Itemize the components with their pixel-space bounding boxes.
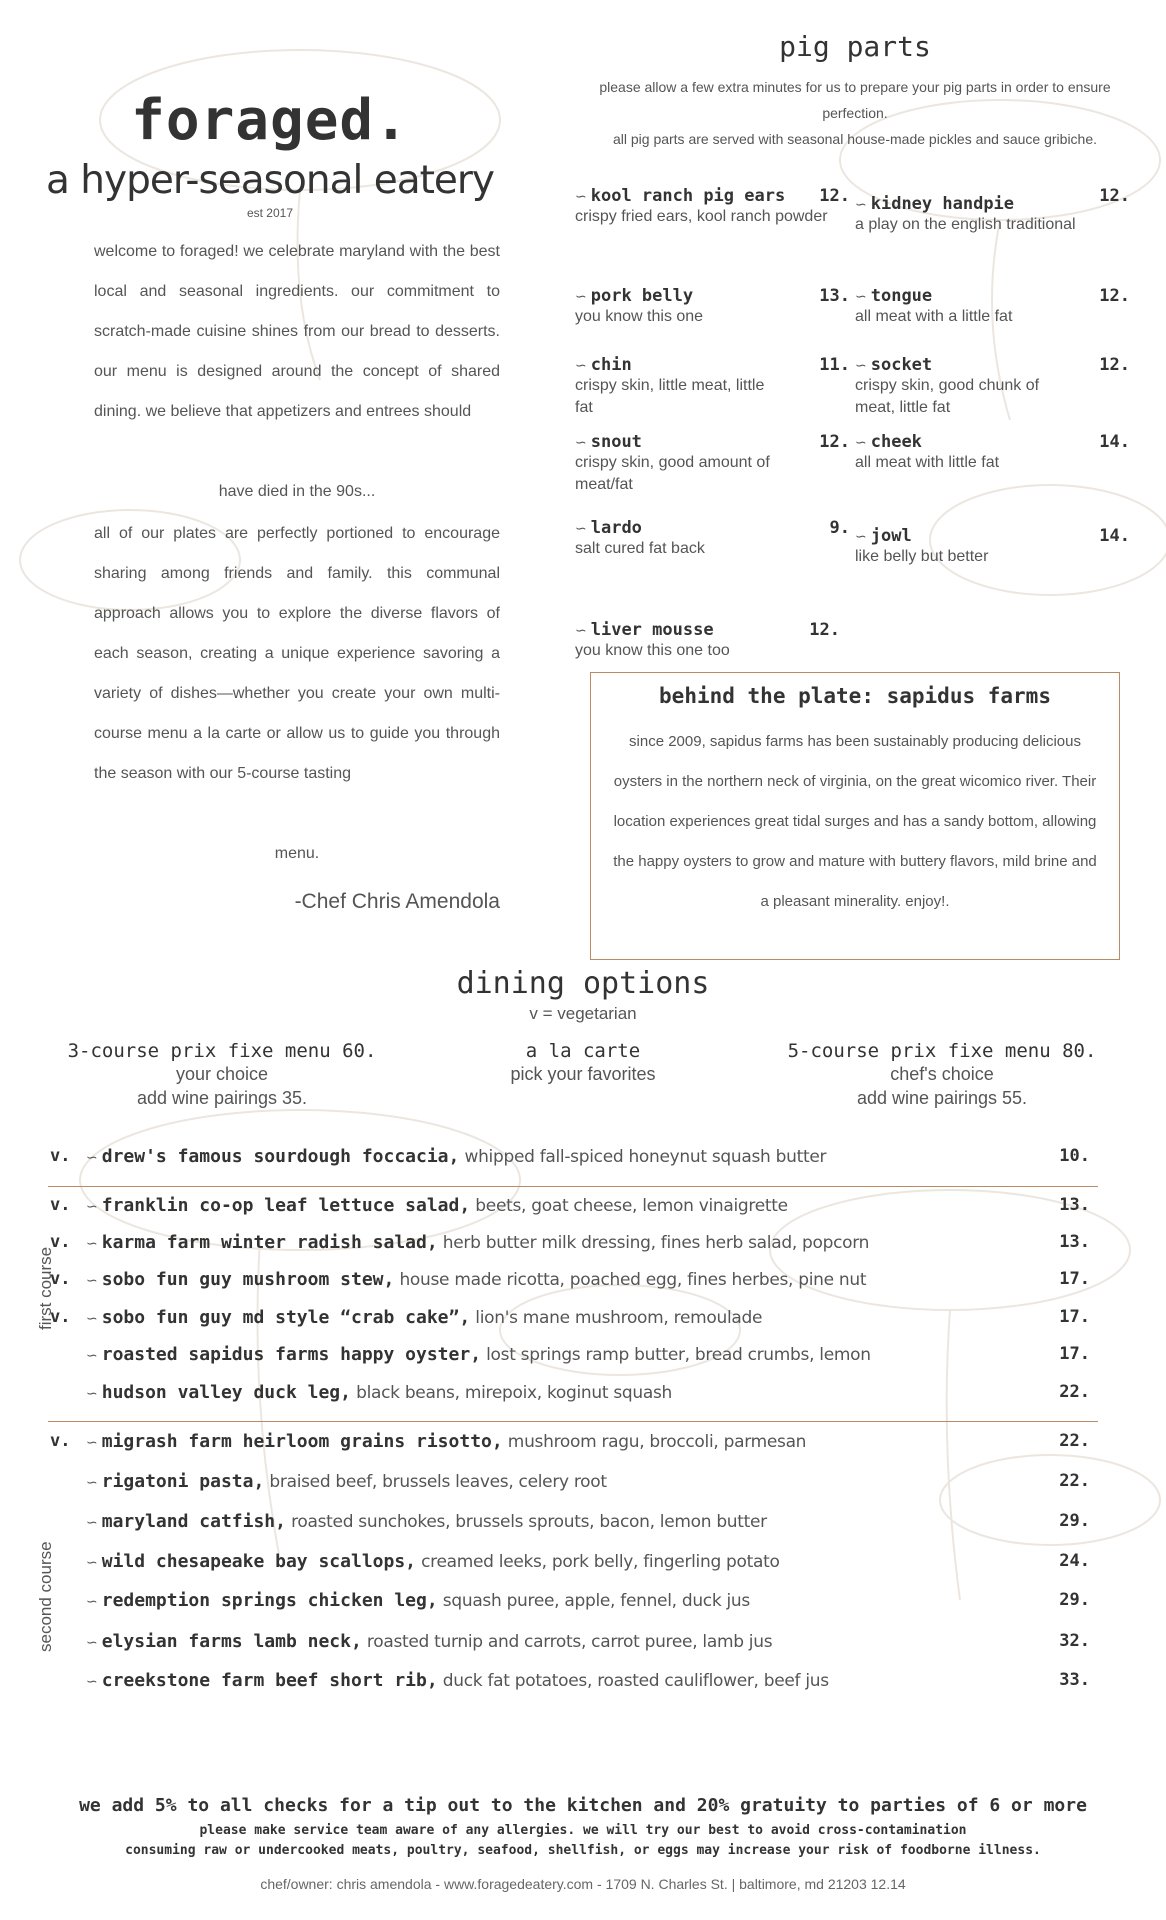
leaf-icon: ∽ <box>86 1385 98 1401</box>
established-year: est 2017 <box>246 206 294 220</box>
pig-item: ∽ socket 12. crispy skin, good chunk of meat, little fat <box>855 355 1130 416</box>
option-3-course: 3-course prix fixe menu 60. your choice add wine pairings 35. <box>67 1040 377 1108</box>
pig-parts-note <box>580 74 1130 152</box>
pig-item: ∽ snout 12. crispy skin, good amount of meat/fat <box>575 432 850 493</box>
pig-parts-note-1: please allow a few extra minutes for us to prepare your pig parts in order to ensure perfection. <box>599 79 1111 121</box>
divider <box>48 1421 1098 1422</box>
option-5-course: 5-course prix fixe menu 80. chef's choice add wine pairings 55. <box>787 1040 1097 1108</box>
menu-item: ∽ maryland catfish, roasted sunchokes, brussels sprouts, bacon, lemon butter 29. <box>86 1511 1090 1532</box>
leaf-icon: ∽ <box>575 357 587 373</box>
leaf-icon: ∽ <box>86 1474 98 1490</box>
leaf-icon: ∽ <box>575 288 587 304</box>
pig-item: ∽ tongue 12. all meat with a little fat <box>855 286 1130 325</box>
menu-item: v. ∽ franklin co-op leaf lettuce salad, beets, goat cheese, lemon vinaigrette 13. <box>50 1195 1090 1216</box>
vegetarian-legend: v = vegetarian <box>529 1004 637 1023</box>
pig-parts-note-2: all pig parts are served with seasonal house-made pickles and sauce gribiche. <box>612 131 1098 147</box>
menu-item: ∽ roasted sapidus farms happy oyster, lost springs ramp butter, bread crumbs, lemon 17. <box>86 1344 1090 1365</box>
leaf-icon: ∽ <box>575 434 587 450</box>
leaf-icon: ∽ <box>86 1347 98 1363</box>
logo: foraged. <box>131 88 409 153</box>
dining-options-title: dining options <box>456 966 710 1001</box>
pig-item: ∽ chin 11. crispy skin, little meat, little fat <box>575 355 850 416</box>
option-a-la-carte: a la carte pick your favorites <box>510 1040 656 1084</box>
pig-item: ∽ kidney handpie 12. a play on the english traditional <box>855 186 1130 233</box>
intro-paragraph-1: welcome to foraged! we celebrate maryland with the best local and seasonal ingredients. our commitment to scratch-made cuisine shines from our bread to desserts. our menu is designed around the concept of shared dining. we believe that appetizers and entrees should <box>94 243 500 420</box>
menu-item: v. ∽ karma farm winter radish salad, herb butter milk dressing, fines herb salad, popcorn 13. <box>50 1232 1090 1253</box>
leaf-icon: ∽ <box>855 528 867 544</box>
leaf-icon: ∽ <box>86 1434 98 1450</box>
tagline: a hyper-seasonal eatery <box>46 158 494 203</box>
leaf-icon: ∽ <box>575 520 587 536</box>
intro-paragraph-2: all of our plates are perfectly portioned to encourage sharing among friends and family. this communal approach allows you to explore the diverse flavors of each season, creating a unique experience savoring a variety of dishes—whether you create your own multi-course menu a la carte or allow us to guide you through the season with our 5-course tasting <box>94 525 500 782</box>
menu-item: ∽ elysian farms lamb neck, roasted turnip and carrots, carrot puree, lamb jus 32. <box>86 1631 1090 1652</box>
menu-item: ∽ rigatoni pasta, braised beef, brussels leaves, celery root 22. <box>86 1471 1090 1492</box>
leaf-icon: ∽ <box>86 1272 98 1288</box>
pig-item: ∽ kool ranch pig ears 12. crispy fried ears, kool ranch powder <box>575 186 850 225</box>
menu-item: v. ∽ sobo fun guy md style “crab cake”, lion's mane mushroom, remoulade 17. <box>50 1307 1090 1328</box>
menu-item: v. ∽ sobo fun guy mushroom stew, house made ricotta, poached egg, fines herbes, pine nut 17. <box>50 1269 1090 1290</box>
leaf-icon: ∽ <box>86 1198 98 1214</box>
pig-item: ∽ pork belly 13. you know this one <box>575 286 850 325</box>
pig-item: ∽ liver mousse 12. you know this one too <box>575 620 840 659</box>
pig-item: ∽ lardo 9. salt cured fat back <box>575 518 850 557</box>
behind-the-plate-title: behind the plate: sapidus farms <box>659 684 1051 708</box>
behind-the-plate-text: since 2009, sapidus farms has been sustainably producing delicious oysters in the northern neck of virginia, on the great wicomico river. Their location experiences great tidal surges and has a sandy bottom, allowing the happy oysters to grow and mature with buttery flavors, mild brine and a pleasant minerality. enjoy!. <box>613 733 1097 910</box>
leaf-icon: ∽ <box>86 1149 98 1165</box>
leaf-icon: ∽ <box>86 1673 98 1689</box>
leaf-icon: ∽ <box>855 288 867 304</box>
leaf-icon: ∽ <box>855 196 867 212</box>
leaf-icon: ∽ <box>855 357 867 373</box>
leaf-icon: ∽ <box>86 1514 98 1530</box>
menu-item: ∽ hudson valley duck leg, black beans, mirepoix, koginut squash 22. <box>86 1382 1090 1403</box>
menu-item: ∽ redemption springs chicken leg, squash puree, apple, fennel, duck jus 29. <box>86 1590 1090 1611</box>
pig-item: ∽ jowl 14. like belly but better <box>855 526 1130 565</box>
leaf-icon: ∽ <box>86 1593 98 1609</box>
pig-item: ∽ cheek 14. all meat with little fat <box>855 432 1130 471</box>
first-course-label: first course <box>36 1246 55 1330</box>
leaf-icon: ∽ <box>86 1235 98 1251</box>
intro-paragraph-1-end: have died in the 90s... <box>218 483 376 500</box>
footer-health-warning: consuming raw or undercooked meats, poultry, seafood, shellfish, or eggs may increase your risk of foodborne illness. <box>125 1843 1041 1858</box>
leaf-icon: ∽ <box>855 434 867 450</box>
leaf-icon: ∽ <box>86 1554 98 1570</box>
leaf-icon: ∽ <box>575 622 587 638</box>
leaf-icon: ∽ <box>86 1310 98 1326</box>
menu-item-bread: v. ∽ drew's famous sourdough foccacia, whipped fall-spiced honeynut squash butter 10. <box>50 1146 1090 1167</box>
second-course-label: second course <box>36 1541 55 1652</box>
intro-paragraph-2-end: menu. <box>274 845 320 862</box>
footer-gratuity-note: we add 5% to all checks for a tip out to the kitchen and 20% gratuity to parties of 6 or more <box>79 1795 1087 1816</box>
footer-allergy-note: please make service team aware of any allergies. we will try our best to avoid cross-contamination <box>199 1823 967 1838</box>
pig-parts-title: pig parts <box>779 30 931 63</box>
leaf-icon: ∽ <box>86 1634 98 1650</box>
menu-item: ∽ wild chesapeake bay scallops, creamed leeks, pork belly, fingerling potato 24. <box>86 1551 1090 1572</box>
menu-item: ∽ creekstone farm beef short rib, duck fat potatoes, roasted cauliflower, beef jus 33. <box>86 1670 1090 1691</box>
footer-contact: chef/owner: chris amendola - www.foragedeatery.com - 1709 N. Charles St. | baltimore, md 21203 12.14 <box>260 1876 906 1892</box>
menu-item: v. ∽ migrash farm heirloom grains risotto, mushroom ragu, broccoli, parmesan 22. <box>50 1431 1090 1452</box>
chef-signature: -Chef Chris Amendola <box>294 890 500 913</box>
divider <box>48 1186 1098 1187</box>
leaf-icon: ∽ <box>575 188 587 204</box>
